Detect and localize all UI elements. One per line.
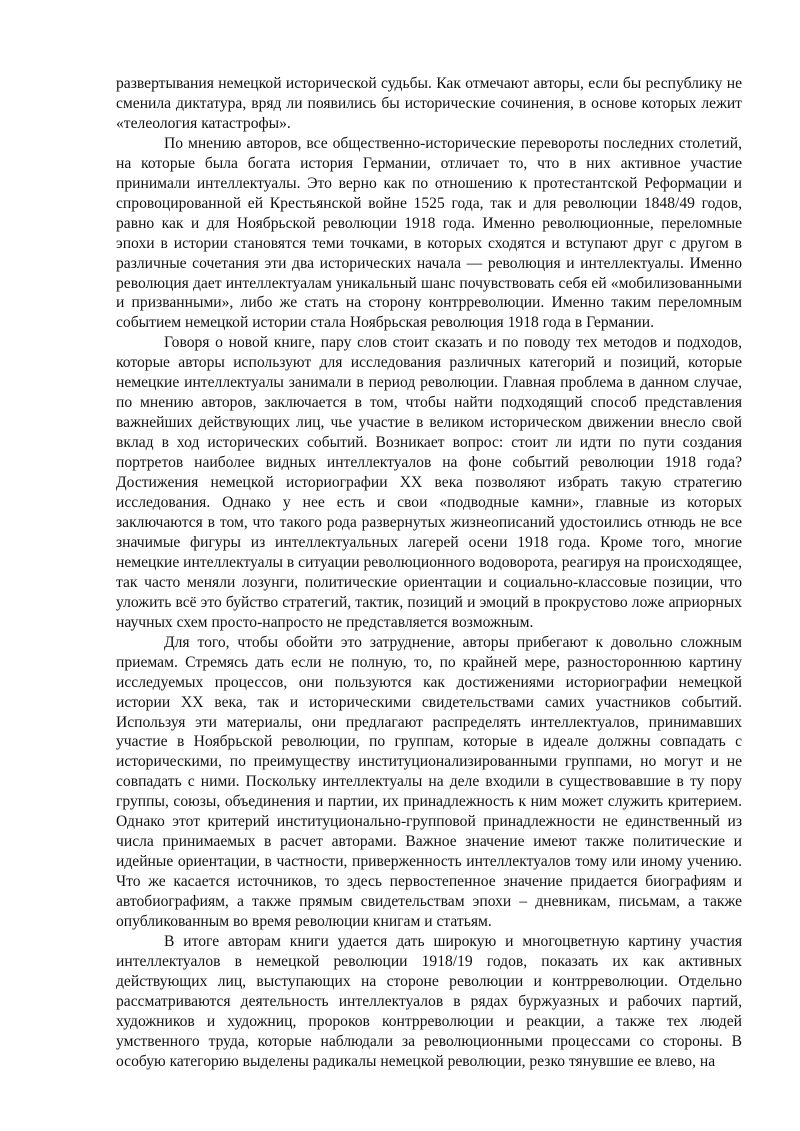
paragraph-2: По мнению авторов, все общественно-исторические перевороты последних столетий, на которые была богата история Германии, отличает то, что в них активное участие принимали интеллектуалы. Это верно как по отношению к протестантской Реформации и спровоцированной ей Крестьянской войне 1525 года, так и для революции 1848/49 годов, равно как и для Ноябрьской революции 1918 года. Именно революционные, переломные эпохи в истории становятся теми точками, в которых сходятся и вступают друг с другом в различные сочетания эти два исторических начала — революция и интеллектуалы. Именно революция дает интеллектуалам уникальный шанс почувствовать себя ей «мобилизованными и призванными», либо же стать на сторону контрреволюции. Именно таким переломным событием немецкой истории стала Ноябрьская революция 1918 года в Германии.	[116, 134, 742, 332]
document-page	[116, 74, 742, 1072]
paragraph-3: Говоря о новой книге, пару слов стоит сказать и по поводу тех методов и подходов, которые авторы используют для исследования различных категорий и позиций, которые немецкие интеллектуалы занимали в период революции. Главная проблема в данном случае, по мнению авторов, заключается в том, чтобы найти подходящий способ представления важнейших действующих лиц, чье участие в великом историческом движении внесло свой вклад в ход исторических событий. Возникает вопрос: стоит ли идти по пути создания портретов наиболее видных интеллектуалов на фоне событий революции 1918 года? Достижения немецкой историографии XX века позволяют избрать такую стратегию исследования. Однако у нее есть и свои «подводные камни», главные из которых заключаются в том, что такого рода развернутых жизнеописаний удостоились отнюдь не все значимые фигуры из интеллектуальных лагерей осени 1918 года. Кроме того, многие немецкие интеллектуалы в ситуации революционного водоворота, реагируя на происходящее, так часто меняли лозунги, политические ориентации и социально-классовые позиции, что уложить всё это буйство стратегий, тактик, позиций и эмоций в прокрустово ложе априорных научных схем просто-напросто не представляется возможным.	[116, 334, 742, 631]
paragraph-5: В итоге авторам книги удается дать широкую и многоцветную картину участия интеллектуалов в немецкой революции 1918/19 годов, показать их как активных действующих лиц, выступающих на стороне революции и контрреволюции. Отдельно рассматриваются деятельность интеллектуалов в рядах буржуазных и рабочих партий, художников и художниц, пророков контрреволюции и реакции, а также тех людей умственного труда, которые наблюдали за революционными процессами со стороны. В особую категорию выделены радикалы немецкой революции, резко тянувшие ее влево, на	[116, 932, 742, 1070]
paragraph-1: развертывания немецкой исторической судьбы. Как отмечают авторы, если бы республику не сменила диктатура, вряд ли появились бы исторические сочинения, в основе которых лежит «телеология катастрофы».	[116, 75, 742, 132]
paragraph-4: Для того, чтобы обойти это затруднение, авторы прибегают к довольно сложным приемам. Стремясь дать если не полную, то, по крайней мере, разностороннюю картину исследуемых процессов, они пользуются как достижениями историографии немецкой истории XX века, так и историческими свидетельствами самих участников событий. Используя эти материалы, они предлагают распределять интеллектуалов, принимавших участие в Ноябрьской революции, по группам, которые в идеале должны совпадать с историческими, по преимуществу институционализированными группами, но могут и не совпадать с ними. Поскольку интеллектуалы на деле входили в существовавшие в ту пору группы, союзы, объединения и партии, их принадлежность к ним может служить критерием. Однако этот критерий институционально-групповой принадлежности не единственный из числа принимаемых в расчет авторами. Важное значение имеют также политические и идейные ориентации, в частности, приверженность интеллектуалов тому или иному учению. Что же касается источников, то здесь первостепенное значение придается биографиям и автобиографиям, а также прямым свидетельствам эпохи – дневникам, письмам, а также опубликованным во время революции книгам и статьям.	[116, 633, 742, 931]
